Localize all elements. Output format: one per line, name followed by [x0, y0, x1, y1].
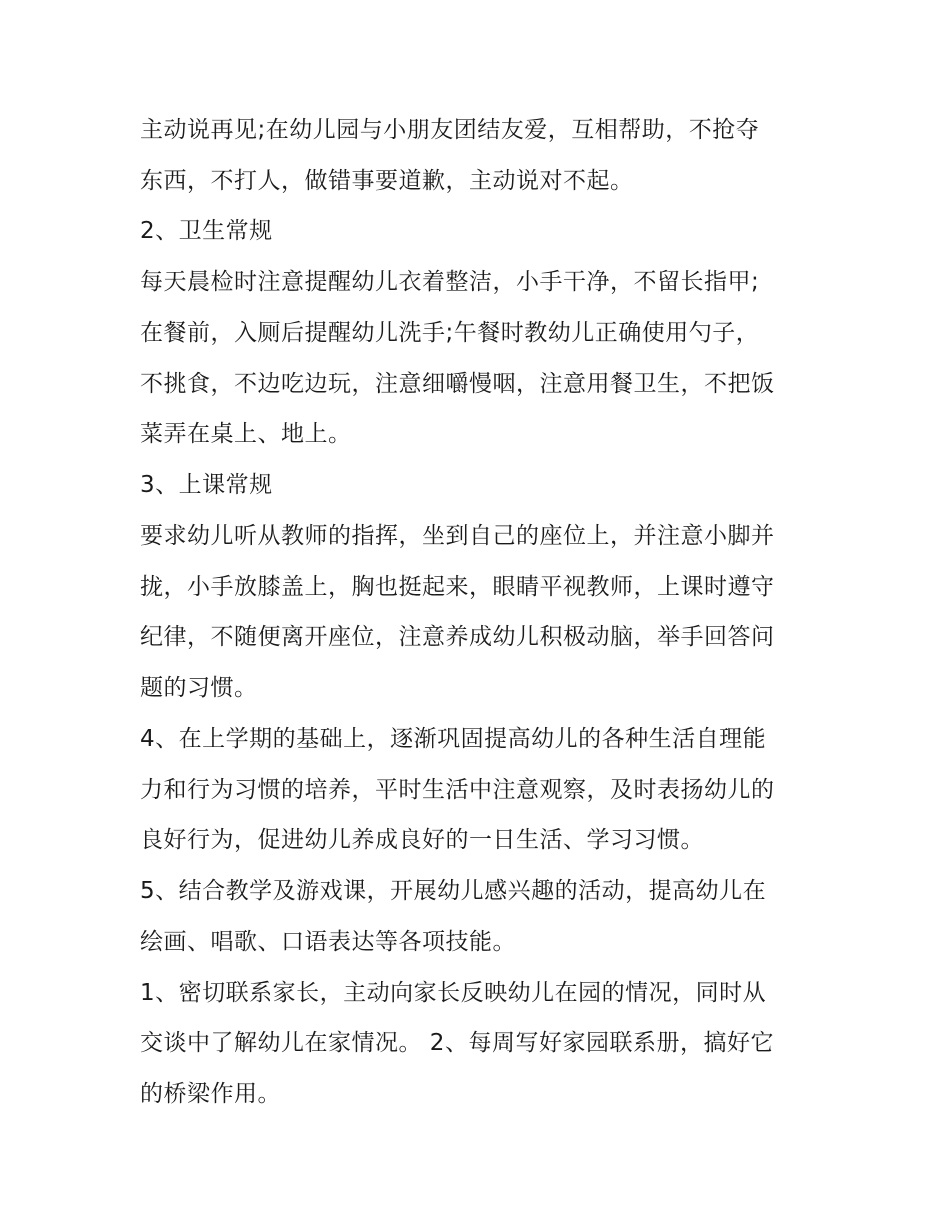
text-line: 要求幼儿听从教师的指挥，坐到自己的座位上，并注意小脚并: [140, 523, 775, 549]
text-line: 主动说再见;在幼儿园与小朋友团结友爱，互相帮助，不抢夺: [140, 117, 760, 143]
text-line: 5、结合教学及游戏课，开展幼儿感兴趣的活动，提高幼儿在: [140, 878, 767, 904]
section-heading: 3、上课常规: [140, 472, 273, 498]
text-line: 不挑食，不边吃边玩，注意细嚼慢咽，注意用餐卫生，不把饭: [140, 371, 775, 397]
text-line: 交谈中了解幼儿在家情况。 2、每周写好家园联系册，搞好它: [140, 1030, 774, 1056]
text-line: 4、在上学期的基础上，逐渐巩固提高幼儿的各种生活自理能: [140, 726, 767, 752]
text-line: 菜弄在桌上、地上。: [140, 421, 352, 447]
text-line: 拢，小手放膝盖上，胸也挺起来，眼睛平视教师，上课时遵守: [140, 574, 775, 600]
text-line: 良好行为，促进幼儿养成良好的一日生活、学习习惯。: [140, 827, 704, 853]
text-line: 每天晨检时注意提醒幼儿衣着整洁，小手干净，不留长指甲;: [140, 269, 760, 295]
text-line: 1、密切联系家长，主动向家长反映幼儿在园的情况，同时从: [140, 980, 767, 1006]
text-line: 题的习惯。: [140, 675, 258, 701]
text-line: 在餐前，入厕后提醒幼儿洗手;午餐时教幼儿正确使用勺子，: [140, 320, 760, 346]
text-line: 力和行为习惯的培养，平时生活中注意观察，及时表扬幼儿的: [140, 777, 775, 803]
text-line: 的桥梁作用。: [140, 1081, 281, 1107]
text-line: 东西，不打人，做错事要道歉，主动说对不起。: [140, 168, 634, 194]
text-line: 绘画、唱歌、口语表达等各项技能。: [140, 929, 516, 955]
section-heading: 2、卫生常规: [140, 218, 273, 244]
text-line: 纪律，不随便离开座位，注意养成幼儿积极动脑，举手回答问: [140, 624, 775, 650]
